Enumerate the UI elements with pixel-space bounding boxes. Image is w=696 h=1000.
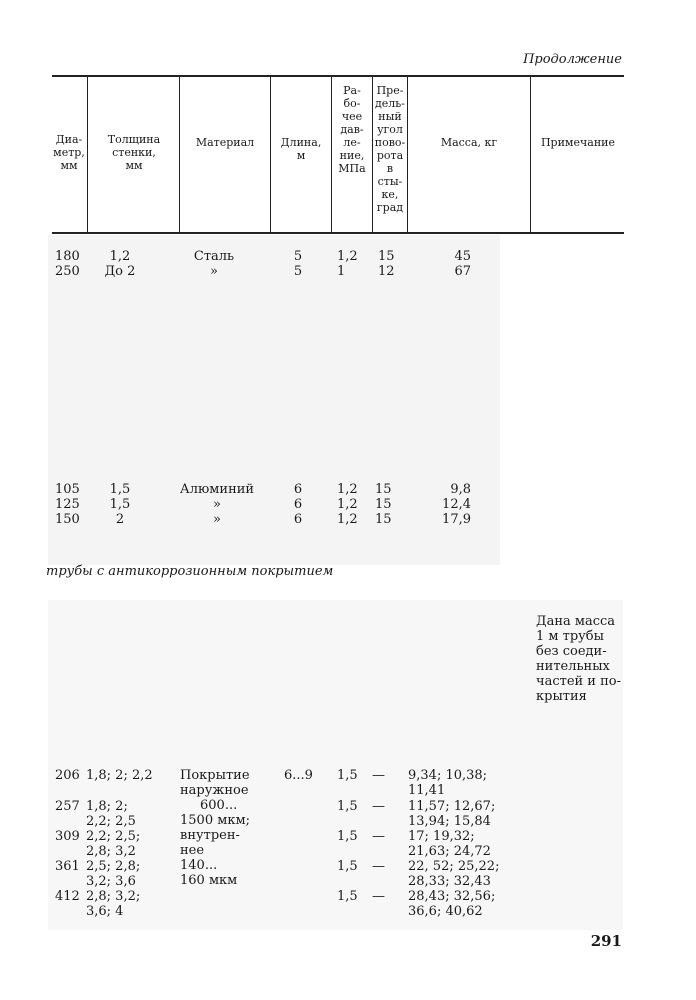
table-header-bottom-rule xyxy=(52,232,624,234)
continuation-label: Продолжение xyxy=(523,52,622,67)
header-material: Материал xyxy=(195,136,255,149)
col-divider-6 xyxy=(407,77,408,232)
header-length: Длина, м xyxy=(280,136,322,162)
header-wall-thickness: Толщина стенки, мм xyxy=(107,133,161,172)
header-mass: Масса, кг xyxy=(440,136,498,149)
col-divider-7 xyxy=(530,77,531,232)
coating-length: 6...9 xyxy=(284,768,313,783)
header-limit-angle: Пре- дель- ный угол пово- рота в сты- ке, град xyxy=(374,84,406,214)
col-divider-3 xyxy=(270,77,271,232)
col-divider-2 xyxy=(179,77,180,232)
note-text: Дана масса 1 м трубы без соеди- нительных частей и по- крытия xyxy=(536,614,621,704)
section-title: трубы с антикоррозионным покрытием xyxy=(46,564,334,579)
table-top-rule xyxy=(52,75,624,77)
header-note: Примечание xyxy=(540,136,616,149)
header-working-pressure: Ра- бо- чее дав- ле- ние, МПа xyxy=(338,84,366,175)
coating-material: Покрытие наружное 600... 1500 мкм; внутрен- нее 140... 160 мкм xyxy=(180,768,250,888)
header-diameter: Диа- метр, мм xyxy=(53,133,85,172)
page-number: 291 xyxy=(590,932,622,950)
